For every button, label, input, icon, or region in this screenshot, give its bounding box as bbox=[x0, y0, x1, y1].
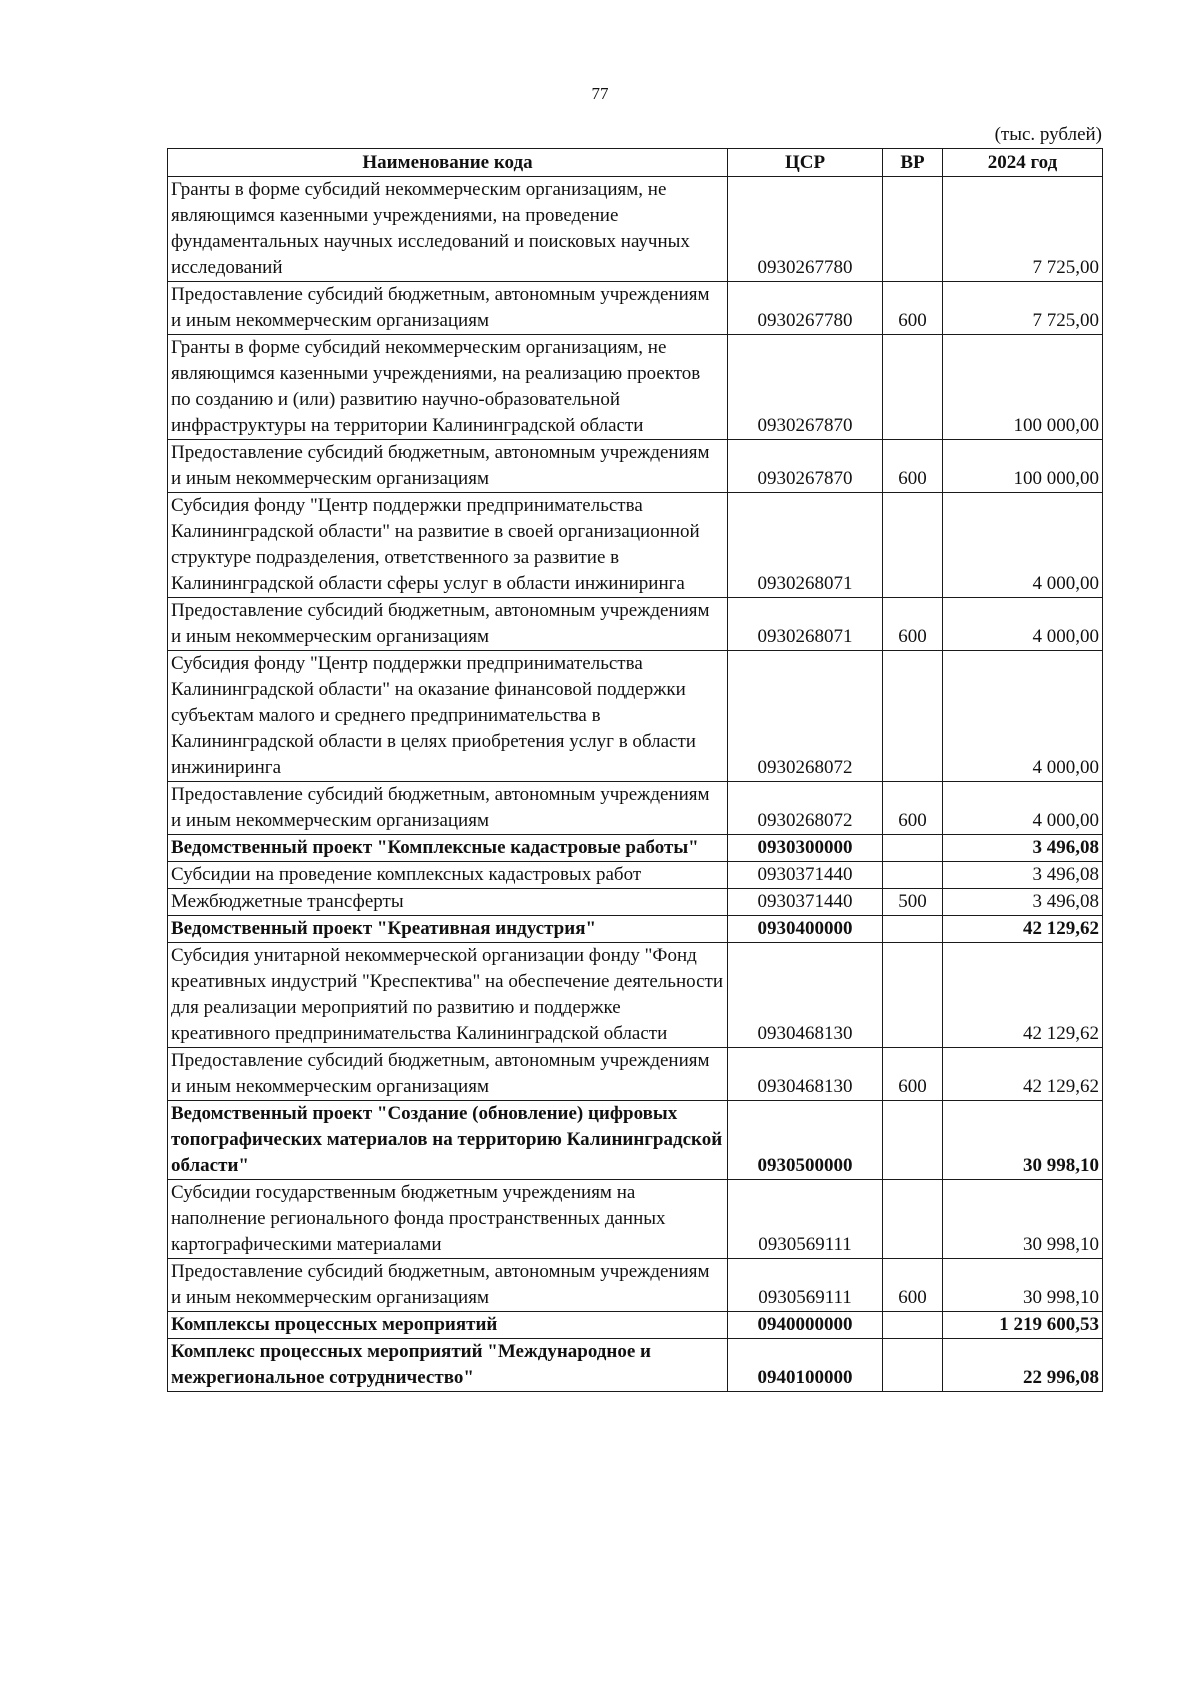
cell-vr bbox=[883, 1101, 943, 1180]
cell-csr: 0930371440 bbox=[728, 889, 883, 916]
cell-name: Предоставление субсидий бюджетным, автономным учреждениям и иным некоммерческим организациям bbox=[168, 1048, 728, 1101]
cell-csr: 0940100000 bbox=[728, 1339, 883, 1392]
cell-csr: 0930267780 bbox=[728, 282, 883, 335]
cell-csr: 0930267780 bbox=[728, 177, 883, 282]
cell-sum: 3 496,08 bbox=[943, 835, 1103, 862]
cell-name: Предоставление субсидий бюджетным, автономным учреждениям и иным некоммерческим организациям bbox=[168, 598, 728, 651]
table-row bbox=[168, 1339, 1103, 1392]
table-row bbox=[168, 862, 1103, 889]
cell-vr bbox=[883, 1180, 943, 1259]
table-row bbox=[168, 493, 1103, 598]
cell-name: Субсидия унитарной некоммерческой организации фонду "Фонд креативных индустрий "Креспектива" на обеспечение деятельности для реализации мероприятий по развитию и поддержке креативного предпринимательства Калининградской области bbox=[168, 943, 728, 1048]
cell-vr bbox=[883, 651, 943, 782]
cell-name: Ведомственный проект "Создание (обновление) цифровых топографических материалов на территорию Калининградской области" bbox=[168, 1101, 728, 1180]
cell-sum: 30 998,10 bbox=[943, 1180, 1103, 1259]
cell-name: Ведомственный проект "Креативная индустрия" bbox=[168, 916, 728, 943]
cell-vr bbox=[883, 943, 943, 1048]
cell-name: Предоставление субсидий бюджетным, автономным учреждениям и иным некоммерческим организациям bbox=[168, 440, 728, 493]
header-name: Наименование кода bbox=[168, 149, 728, 177]
cell-sum: 4 000,00 bbox=[943, 598, 1103, 651]
cell-vr: 500 bbox=[883, 889, 943, 916]
cell-csr: 0930500000 bbox=[728, 1101, 883, 1180]
table-row bbox=[168, 282, 1103, 335]
cell-vr: 600 bbox=[883, 282, 943, 335]
cell-vr: 600 bbox=[883, 782, 943, 835]
units-label: (тыс. рублей) bbox=[994, 124, 1102, 145]
table-row bbox=[168, 916, 1103, 943]
cell-csr: 0930268071 bbox=[728, 598, 883, 651]
cell-sum: 7 725,00 bbox=[943, 177, 1103, 282]
cell-sum: 42 129,62 bbox=[943, 916, 1103, 943]
cell-vr bbox=[883, 862, 943, 889]
table-row bbox=[168, 1101, 1103, 1180]
table-row bbox=[168, 889, 1103, 916]
table-row bbox=[168, 1259, 1103, 1312]
cell-vr bbox=[883, 1339, 943, 1392]
cell-sum: 7 725,00 bbox=[943, 282, 1103, 335]
cell-name: Субсидия фонду "Центр поддержки предпринимательства Калининградской области" на оказание финансовой поддержки субъектам малого и среднего предпринимательства в Калининградской области в целях приобретения услуг в области инжиниринга bbox=[168, 651, 728, 782]
cell-vr: 600 bbox=[883, 1048, 943, 1101]
cell-name: Гранты в форме субсидий некоммерческим организациям, не являющимся казенными учреждениями, на проведение фундаментальных научных исследований и поисковых научных исследований bbox=[168, 177, 728, 282]
cell-name: Гранты в форме субсидий некоммерческим организациям, не являющимся казенными учреждениями, на реализацию проектов по созданию и (или) развитию научно-образовательной инфраструктуры на территории Калининградской области bbox=[168, 335, 728, 440]
cell-sum: 1 219 600,53 bbox=[943, 1312, 1103, 1339]
cell-sum: 30 998,10 bbox=[943, 1259, 1103, 1312]
cell-sum: 4 000,00 bbox=[943, 782, 1103, 835]
table-row bbox=[168, 782, 1103, 835]
table-row bbox=[168, 835, 1103, 862]
budget-table bbox=[167, 148, 1103, 1392]
cell-name: Ведомственный проект "Комплексные кадастровые работы" bbox=[168, 835, 728, 862]
cell-sum: 30 998,10 bbox=[943, 1101, 1103, 1180]
cell-csr: 0930267870 bbox=[728, 335, 883, 440]
table-row bbox=[168, 335, 1103, 440]
table-row bbox=[168, 440, 1103, 493]
cell-csr: 0930268072 bbox=[728, 782, 883, 835]
header-csr: ЦСР bbox=[728, 149, 883, 177]
cell-sum: 42 129,62 bbox=[943, 1048, 1103, 1101]
cell-name: Субсидии на проведение комплексных кадастровых работ bbox=[168, 862, 728, 889]
cell-sum: 100 000,00 bbox=[943, 335, 1103, 440]
cell-name: Субсидии государственным бюджетным учреждениям на наполнение регионального фонда пространственных данных картографическими материалами bbox=[168, 1180, 728, 1259]
header-row bbox=[168, 149, 1103, 177]
cell-name: Предоставление субсидий бюджетным, автономным учреждениям и иным некоммерческим организациям bbox=[168, 282, 728, 335]
cell-name: Предоставление субсидий бюджетным, автономным учреждениям и иным некоммерческим организациям bbox=[168, 782, 728, 835]
cell-vr bbox=[883, 916, 943, 943]
cell-name: Субсидия фонду "Центр поддержки предпринимательства Калининградской области" на развитие в своей организационной структуре подразделения, ответственного за развитие в Калининградской области сферы услуг в области инжиниринга bbox=[168, 493, 728, 598]
cell-csr: 0930468130 bbox=[728, 1048, 883, 1101]
cell-sum: 4 000,00 bbox=[943, 493, 1103, 598]
cell-csr: 0930371440 bbox=[728, 862, 883, 889]
table-row bbox=[168, 1180, 1103, 1259]
cell-vr bbox=[883, 335, 943, 440]
cell-csr: 0930468130 bbox=[728, 943, 883, 1048]
cell-sum: 4 000,00 bbox=[943, 651, 1103, 782]
table-row bbox=[168, 177, 1103, 282]
cell-sum: 42 129,62 bbox=[943, 943, 1103, 1048]
cell-vr bbox=[883, 1312, 943, 1339]
header-vr: ВР bbox=[883, 149, 943, 177]
cell-sum: 3 496,08 bbox=[943, 889, 1103, 916]
cell-name: Межбюджетные трансферты bbox=[168, 889, 728, 916]
table-row bbox=[168, 1048, 1103, 1101]
cell-csr: 0930268072 bbox=[728, 651, 883, 782]
table-row bbox=[168, 943, 1103, 1048]
cell-csr: 0930267870 bbox=[728, 440, 883, 493]
cell-csr: 0930569111 bbox=[728, 1180, 883, 1259]
cell-name: Предоставление субсидий бюджетным, автономным учреждениям и иным некоммерческим организациям bbox=[168, 1259, 728, 1312]
cell-name: Комплекс процессных мероприятий "Международное и межрегиональное сотрудничество" bbox=[168, 1339, 728, 1392]
cell-vr bbox=[883, 835, 943, 862]
cell-csr: 0930300000 bbox=[728, 835, 883, 862]
header-year: 2024 год bbox=[943, 149, 1103, 177]
cell-vr bbox=[883, 177, 943, 282]
cell-sum: 3 496,08 bbox=[943, 862, 1103, 889]
cell-vr: 600 bbox=[883, 598, 943, 651]
cell-vr: 600 bbox=[883, 1259, 943, 1312]
table-row bbox=[168, 1312, 1103, 1339]
cell-csr: 0940000000 bbox=[728, 1312, 883, 1339]
cell-csr: 0930569111 bbox=[728, 1259, 883, 1312]
cell-name: Комплексы процессных мероприятий bbox=[168, 1312, 728, 1339]
cell-sum: 22 996,08 bbox=[943, 1339, 1103, 1392]
table-row bbox=[168, 651, 1103, 782]
table-row bbox=[168, 598, 1103, 651]
cell-vr bbox=[883, 493, 943, 598]
cell-vr: 600 bbox=[883, 440, 943, 493]
page-number: 77 bbox=[591, 84, 609, 103]
cell-csr: 0930268071 bbox=[728, 493, 883, 598]
cell-sum: 100 000,00 bbox=[943, 440, 1103, 493]
cell-csr: 0930400000 bbox=[728, 916, 883, 943]
